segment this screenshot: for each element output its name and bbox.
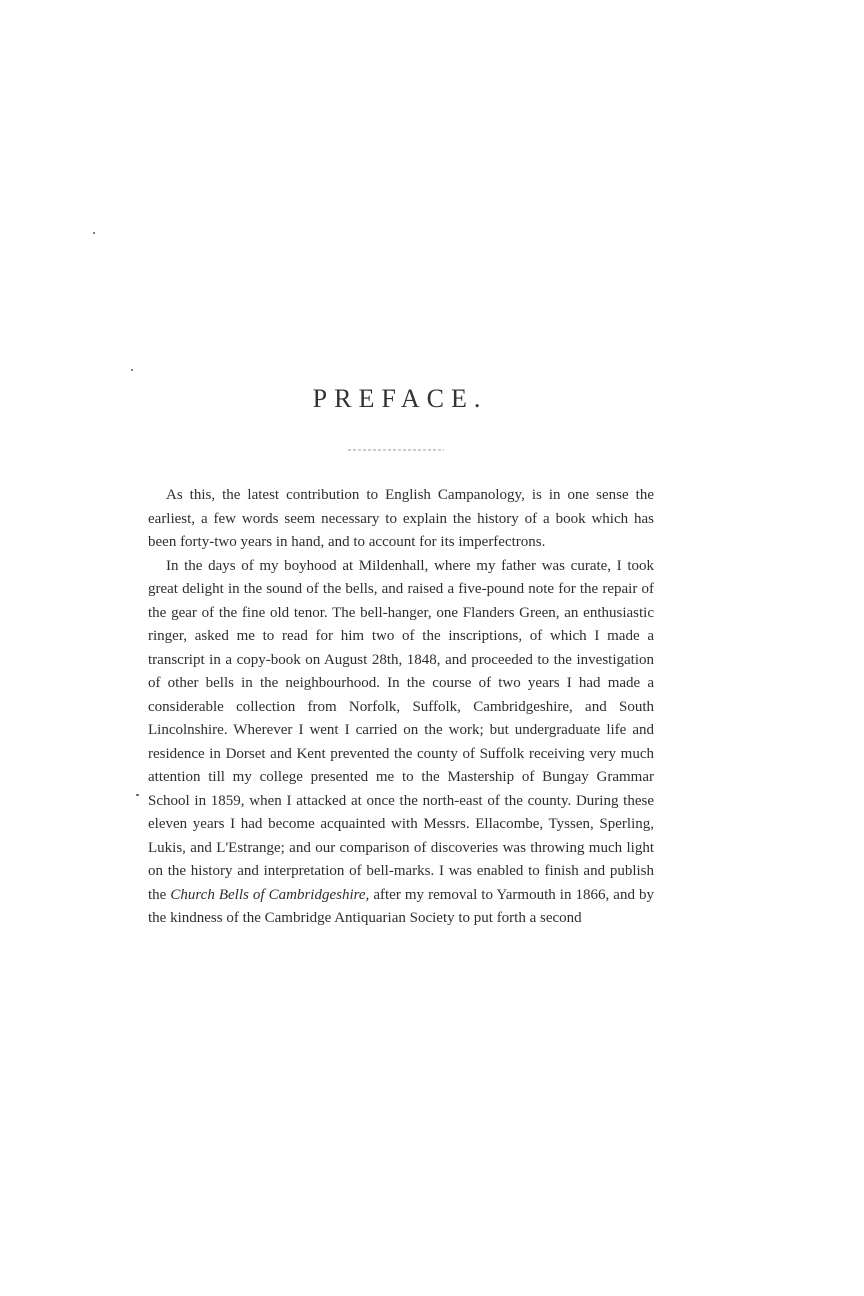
paper-speck [93, 232, 95, 234]
title-ornament-rule [346, 447, 446, 453]
book-title-italic: Church Bells of Cambridgeshire, [170, 886, 370, 903]
paragraph [148, 555, 654, 931]
paragraph-text: after my removal to Yarmouth in 1866, and by the kindness of the Cambridge Antiquarian Society to put forth a second [148, 886, 655, 926]
preface-body [148, 484, 654, 931]
paragraph [148, 484, 654, 555]
paper-speck [131, 369, 133, 371]
paragraph-text: In the days of my boyhood at Mildenhall, where my father was curate, I took great delight in the sound of the bells, and raised a five-pound note for the repair of the gear of the fine old tenor. The bell-hanger, one Flanders Green, an enthusiastic ringer, asked me to read for him two of the inscriptions, of which I made a transcript in a copy-book on August 28th, 1848, and proceeded to the investigation of other bells in the neighbourhood. In the course of two years I had made a considerable collection from Norfolk, Suffolk, Cambridgeshire, and South Lincolnshire. Wherever I went I carried on the work; but undergraduate life and residence in Dorset and Kent prevented the county of Suffolk receiving very much attention till my college presented me to the Mastership of Bungay Grammar School in 1859, when I attacked at once the north-east of the county. During these eleven years I had become acquainted with Messrs. Ellacombe, Tyssen, Sperling, Lukis, and L'Estrange; and our comparison of discoveries was throwing much light on the history and interpretation of bell-marks. I was enabled to finish and publish the [148, 557, 654, 903]
paper-speck [136, 794, 139, 796]
paragraph-text: As this, the latest contribution to English Campanology, is in one sense the earliest, a few words seem necessary to explain the history of a book which has been forty-two years in hand, and to account for its imperfectrons. [148, 487, 654, 550]
page-title: PREFACE. [312, 384, 488, 413]
